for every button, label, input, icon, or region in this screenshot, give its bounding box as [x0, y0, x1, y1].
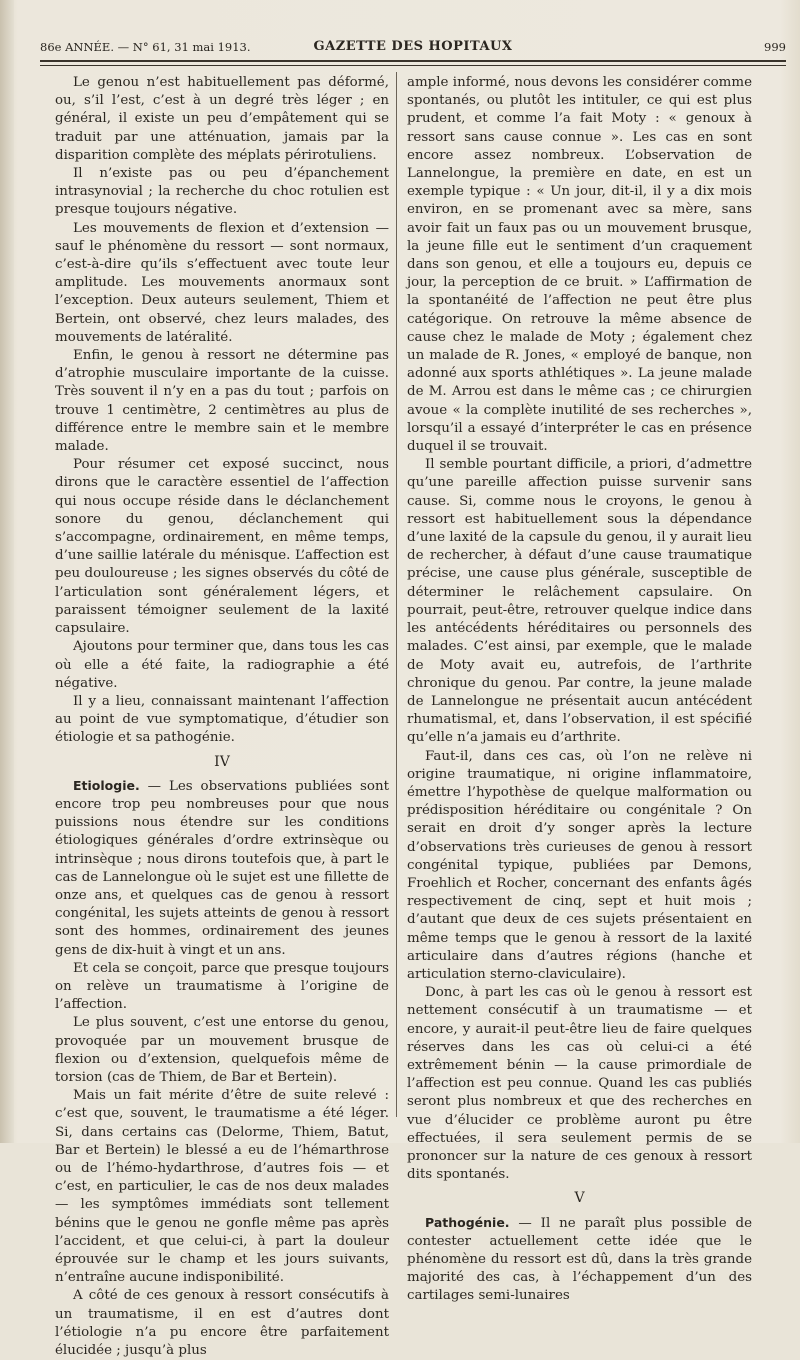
- paragraph: A côté de ces genoux à ressort consécutifs à un traumatisme, il en est d’autres dont l’étiologie n’a pu encore être parfaitement élucidée ; jusqu’à plus: [55, 1288, 389, 1359]
- right-column: [407, 74, 752, 1306]
- column-divider: [396, 72, 397, 1117]
- paragraph: Le plus souvent, c’est une entorse du genou, provoquée par un mouvement brusque de flexion ou d’extension, quelquefois même de torsion (cas de Thiem, de Bar et Bertein).: [55, 1015, 389, 1085]
- paragraph: Il semble pourtant difficile, a priori, d’admettre qu’une pareille affection puisse survenir sans cause. Si, comme nous le croyons, le genou à ressort est habituellement sous la dépendance d’une laxité de la capsule du genou, il y aurait lieu de rechercher, à défaut d’une cause traumatique précise, une cause plus générale, susceptible de déterminer le relâchement capsulaire. On pourrait, peut-être, retrouver quelque indice dans les antécédents héréditaires ou personnels des malades. C’est ainsi, par exemple, que le malade de Moty avait eu, autrefois, de l’arthrite chronique du genou. Par contre, la jeune malade de Lannelongue ne présentait aucun antécédent rhumatismal, et, dans l’observation, il est spécifié qu’elle n’a jamais eu d’arthrite.: [407, 457, 752, 746]
- section-paragraph: [55, 777, 389, 960]
- paragraph: Il n’existe pas ou peu d’épanchement intrasynovial ; la recherche du choc rotulien est presque toujours négative.: [55, 166, 389, 218]
- paragraph: Les mouvements de flexion et d’extension — sauf le phénomène du ressort — sont normaux, c’est-à-dire qu’ils s’effectuent avec toute leur amplitude. Les mouvements anormaux sont l’exception. Deux auteurs seulement, Thiem et Bertein, ont observé, chez leurs malades, des mouvements de latéralité.: [55, 220, 389, 345]
- paragraph-text: — Les observations publiées sont encore trop peu nombreuses pour que nous puissions nous étendre sur les conditions étiologiques générales d’ordre extrinsèque ou intrinsèque ; nous dirons toutefois que, à part le cas de Lannelongue où le sujet est une fillette de onze ans, et quelques cas de genou à ressort congénital, les sujets atteints de genou à ressort sont des hommes, ordinairement des jeunes gens de dix-huit à vingt et un ans.: [55, 778, 389, 958]
- paragraph: ample informé, nous devons les considérer comme spontanés, ou plutôt les intituler, ce qui est plus prudent, et comme l’a fait Moty : « genoux à ressort sans cause connue ». Les cas en sont encore assez nombreux. L’observation de Lannelongue, la première en date, en est un exemple typique : « Un jour, dit-il, il y a dix mois environ, en se promenant avec sa mère, sans avoir fait un faux pas ou un mouvement brusque, la jeune fille eut le sentiment d’un craquement dans son genou, et elle a toujours eu, depuis ce jour, la perception de ce bruit. » L’affirmation de la spontanéité de l’affection ne peut être plus catégorique. On retrouve la même absence de cause chez le malade de Moty ; également chez un malade de R. Jones, « employé de banque, non adonné aux sports athlétiques ». La jeune malade de M. Arrou est dans le même cas ; ce chirurgien avoue « la complète inutilité de ses recherches », lorsqu’il a essayé d’interpréter le cas en présence duquel il se trouvait.: [407, 75, 752, 455]
- paragraph: Et cela se conçoit, parce que presque toujours on relève un traumatisme à l’origine de l’affection.: [55, 960, 389, 1013]
- left-column: [55, 74, 389, 1360]
- header-rule-thick: [40, 60, 786, 62]
- paragraph: Donc, à part les cas où le genou à ressort est nettement consécutif à un traumatisme — et encore, y aurait-il peut-être lieu de faire quelques réserves dans les cas où celui-ci a été extrêmement bénin — la cause primordiale de l’affection est peu connue. Quand les cas publiés seront plus nombreux et que des recherches en vue d’élucider ce problème auront pu être effectuées, il sera seulement permis de se prononcer sur la nature de ces genoux à ressort dits spontanés.: [407, 985, 752, 1183]
- section-number: V: [574, 1190, 585, 1207]
- paragraph: Il y a lieu, connaissant maintenant l’affection au point de vue symptomatique, d’étudier son étiologie et sa pathogénie.: [55, 693, 389, 746]
- paragraph: Enfin, le genou à ressort ne détermine pas d’atrophie musculaire importante de la cuisse. Très souvent il n’y en a pas du tout ; parfois on trouve 1 centimètre, 2 centimètres au plus de différence entre le membre sain et le membre malade.: [55, 348, 389, 455]
- paragraph: Ajoutons pour terminer que, dans tous les cas où elle a été faite, la radiographie a été négative.: [55, 639, 389, 691]
- page-number: 999: [764, 40, 786, 54]
- page-header: [40, 36, 786, 58]
- issue-info: 86e ANNÉE. — N° 61, 31 mai 1913.: [40, 40, 251, 54]
- binding-margin: [0, 0, 14, 1143]
- header-rule-thin: [40, 65, 786, 66]
- paragraph-text: — Il ne paraît plus possible de contester actuellement cette idée que le phénomène du ressort est dû, dans la très grande majorité des cas, à l’échappement d’un des cartilages semi-lunaires: [407, 1215, 752, 1304]
- paragraph: Faut-il, dans ces cas, où l’on ne relève ni origine traumatique, ni origine inflammatoire, émettre l’hypothèse de quelque malformation ou prédisposition héréditaire ou congénitale ? On serait en droit d’y songer après la lecture d’observations très curieuses de genou à ressort congénital typique, publiées par Demons, Froehlich et Rocher, concernant des enfants âgés respectivement de cinq, sept et huit mois ; d’autant que deux de ces sujets présentaient en même temps que le genou à ressort de la laxité articulaire dans d’autres régions (hanche et articulation sterno-claviculaire).: [407, 748, 752, 982]
- paragraph: Le genou n’est habituellement pas déformé, ou, s’il l’est, c’est à un degré très léger ; en général, il existe un peu d’empâtement qui se traduit par une atténuation, jamais par la disparition complète des méplats périrotuliens.: [55, 75, 389, 163]
- paragraph: Pour résumer cet exposé succinct, nous dirons que le caractère essentiel de l’affection qui nous occupe réside dans le déclanchement sonore du genou, déclanchement qui s’accompagne, ordinairement, en même temps, d’une saillie latérale du ménisque. L’affection est peu douloureuse ; les signes observés du côté de l’articulation sont généralement légers, et paraissent témoigner seulement de la laxité capsulaire.: [55, 457, 389, 637]
- journal-title: GAZETTE DES HOPITAUX: [313, 39, 513, 54]
- section-number: IV: [214, 753, 230, 770]
- run-in-heading: Etiologie.: [73, 777, 140, 793]
- section-paragraph: [407, 1214, 752, 1306]
- paragraph: Mais un fait mérite d’être de suite relevé : c’est que, souvent, le traumatisme a été léger. Si, dans certains cas (Delorme, Thiem, Batut, Bar et Bertein) le blessé a eu de l’hémarthrose ou de l’hémo-hydarthrose, d’autres fois — et c’est, en particulier, le cas de nos deux malades — les symptômes immédiats sont tellement bénins que le genou ne gonfle même pas après l’accident, et que celui-ci, à part la douleur éprouvée sur le champ et les jours suivants, n’entraîne aucune indisponibilité.: [55, 1088, 389, 1286]
- run-in-heading: Pathogénie.: [425, 1214, 510, 1230]
